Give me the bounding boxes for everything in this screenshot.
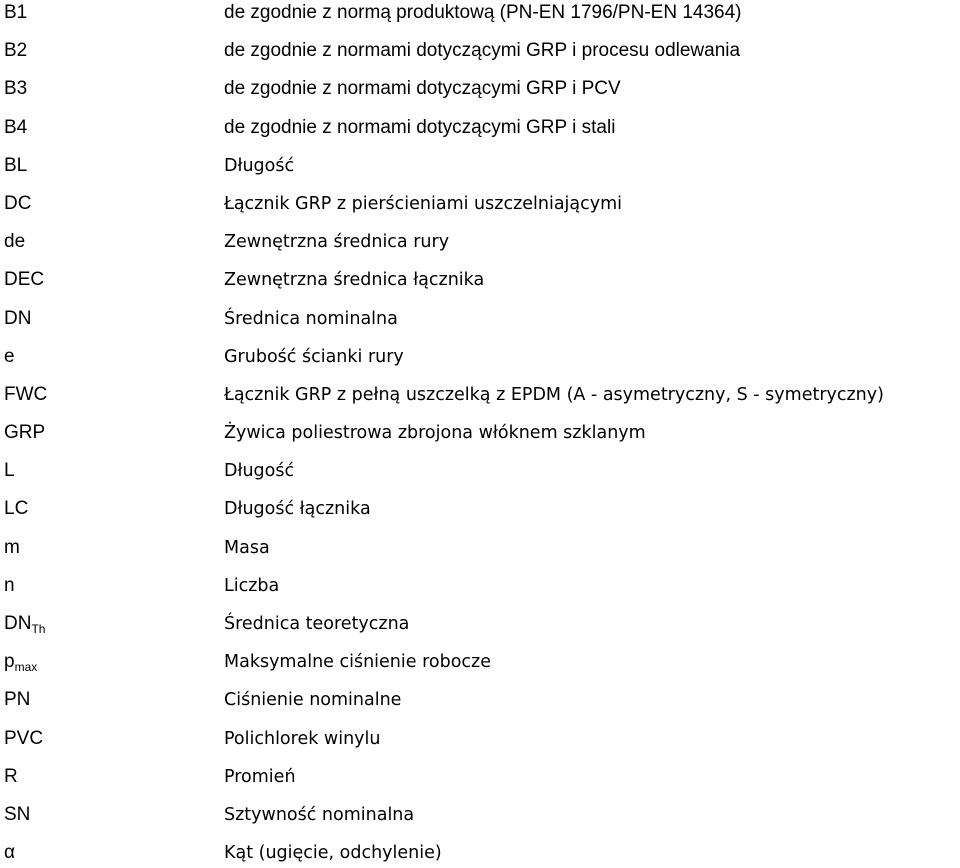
symbol-term: PN <box>4 689 31 710</box>
symbol-term: SN <box>4 804 31 825</box>
symbol-term: n <box>4 575 15 596</box>
symbol-term: B3 <box>4 78 28 99</box>
symbol-definition: Maksymalne ciśnienie robocze <box>224 652 491 672</box>
glossary-row <box>0 574 960 612</box>
symbol-term: BL <box>4 155 28 176</box>
glossary-row <box>0 612 960 650</box>
symbol-term: DN <box>4 308 32 329</box>
symbol-term: α <box>4 842 15 863</box>
symbol-definition: Zewnętrzna średnica łącznika <box>224 270 485 290</box>
symbol-definition: Ciśnienie nominalne <box>224 690 402 710</box>
glossary-row <box>0 345 960 383</box>
glossary-row <box>0 116 960 154</box>
symbol-term: DEC <box>4 269 45 290</box>
symbol-term: DC <box>4 193 32 214</box>
glossary-row <box>0 803 960 841</box>
symbol-term: L <box>4 460 15 481</box>
symbol-term: e <box>4 346 15 367</box>
symbol-term: de <box>4 231 26 252</box>
symbol-definition: Długość łącznika <box>224 499 371 519</box>
symbol-definition: de zgodnie z normą produktową (PN-EN 1796/PN-EN 14364) <box>224 2 742 23</box>
symbol-term <box>4 612 45 636</box>
symbol-definition: Średnica nominalna <box>224 309 398 329</box>
symbol-definition: Sztywność nominalna <box>224 805 415 825</box>
symbol-base: DN <box>4 613 32 634</box>
symbol-term: B4 <box>4 117 28 138</box>
symbol-definition: Żywica poliestrowa zbrojona włóknem szklanym <box>224 423 646 443</box>
glossary-row <box>0 497 960 535</box>
glossary-row <box>0 765 960 803</box>
glossary-row <box>0 383 960 421</box>
symbol-term: PVC <box>4 728 44 749</box>
symbol-definition: Długość <box>224 461 295 481</box>
glossary-row <box>0 650 960 688</box>
glossary-row <box>0 688 960 726</box>
symbol-definition: Grubość ścianki rury <box>224 347 404 367</box>
symbol-definition: Kąt (ugięcie, odchylenie) <box>224 843 442 863</box>
symbol-definition: Polichlorek winylu <box>224 729 381 749</box>
glossary-row <box>0 39 960 77</box>
symbol-definition: Zewnętrzna średnica rury <box>224 232 450 252</box>
symbol-term: LC <box>4 498 29 519</box>
symbol-term: m <box>4 537 20 558</box>
glossary-row <box>0 230 960 268</box>
glossary-row <box>0 727 960 765</box>
symbol-term: GRP <box>4 422 46 443</box>
glossary-row <box>0 77 960 115</box>
symbol-subscript: Th <box>31 622 46 636</box>
symbol-definition: Łącznik GRP z pełną uszczelką z EPDM (A - asymetryczny, S - symetryczny) <box>224 385 884 405</box>
glossary-row <box>0 192 960 230</box>
symbol-definition: Średnica teoretyczna <box>224 614 410 634</box>
symbol-term: B2 <box>4 40 28 61</box>
symbol-definition: Długość <box>224 156 295 176</box>
symbol-term: B1 <box>4 2 28 23</box>
symbol-term <box>4 650 37 674</box>
glossary-row <box>0 841 960 867</box>
symbol-definition: de zgodnie z normami dotyczącymi GRP i stali <box>224 117 616 138</box>
symbol-term: FWC <box>4 384 48 405</box>
symbol-definition: de zgodnie z normami dotyczącymi GRP i procesu odlewania <box>224 40 741 61</box>
symbol-subscript: max <box>14 660 38 674</box>
glossary-row <box>0 459 960 497</box>
symbol-term: R <box>4 766 18 787</box>
symbol-definition: de zgodnie z normami dotyczącymi GRP i PCV <box>224 78 621 99</box>
symbol-definition: Łącznik GRP z pierścieniami uszczelniającymi <box>224 194 623 214</box>
glossary-row <box>0 1 960 39</box>
glossary-row <box>0 154 960 192</box>
symbol-base: p <box>4 651 15 672</box>
glossary-row <box>0 268 960 306</box>
symbol-definition: Liczba <box>224 576 280 596</box>
symbol-definition: Masa <box>224 538 270 558</box>
glossary-row <box>0 421 960 459</box>
glossary-row <box>0 536 960 574</box>
symbol-definition: Promień <box>224 767 296 787</box>
glossary-row <box>0 307 960 345</box>
